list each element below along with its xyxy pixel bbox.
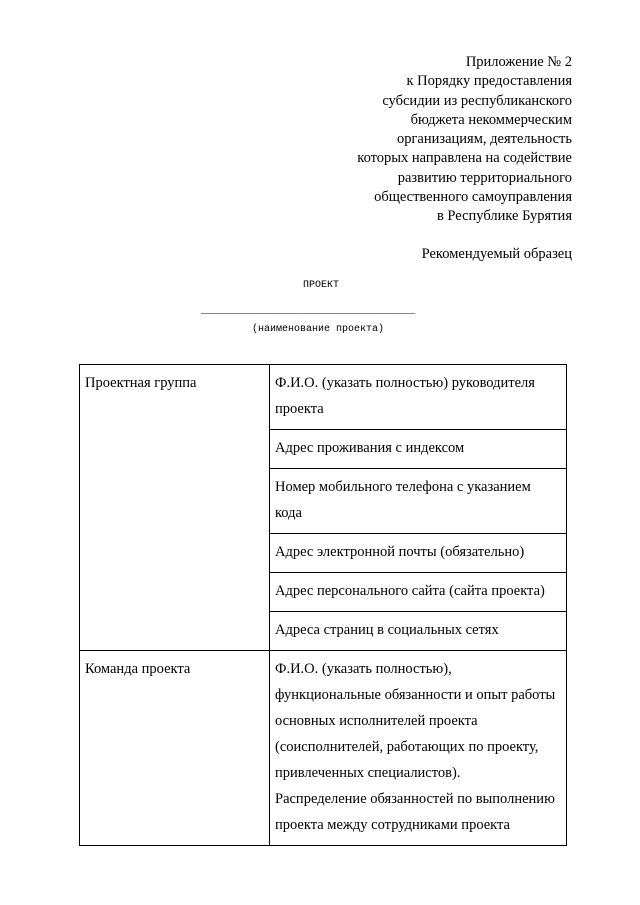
header-line: в Республике Бурятия (436, 208, 572, 225)
header-line: общественного самоуправления (374, 189, 572, 206)
header-line: Приложение № 2 (465, 54, 572, 70)
field-text: Адрес проживания с индексом (275, 440, 465, 456)
field-text: Номер мобильного телефона с указанием (275, 479, 531, 495)
project-name-underline: ____________________________________ (201, 306, 416, 317)
table-row (80, 365, 567, 430)
field-text: функциональные обязанности и опыт работы (275, 687, 556, 703)
field-text: Адрес электронной почты (обязательно) (275, 544, 525, 560)
field-text: кода (275, 505, 302, 521)
header-line: которых направлена на содействие (357, 150, 572, 167)
appendix-header (357, 53, 572, 227)
header-line: к Порядку предоставления (406, 73, 572, 90)
field-cell (270, 365, 567, 430)
section-label-cell (80, 651, 270, 846)
sample-label: Рекомендуемый образец (421, 246, 572, 262)
section-label: Команда проекта (85, 661, 191, 677)
header-line: организациям, деятельность (396, 131, 572, 148)
field-text: Адреса страниц в социальных сетях (275, 622, 499, 638)
field-text: Ф.И.О. (указать полностью) руководителя (275, 375, 535, 391)
field-text: проекта между сотрудниками проекта (275, 817, 510, 833)
field-text: (соисполнителей, работающих по проекту, (275, 739, 539, 755)
field-cell (270, 534, 567, 573)
header-line: бюджета некоммерческим (410, 111, 572, 128)
field-text: привлеченных специалистов). (275, 765, 461, 781)
field-cell (270, 651, 567, 846)
field-cell (270, 469, 567, 534)
header-line: субсидии из республиканского (382, 92, 572, 109)
field-text: Адрес персонального сайта (сайта проекта) (275, 583, 545, 599)
field-cell (270, 430, 567, 469)
field-cell (270, 612, 567, 651)
header-line: развитию территориального (397, 169, 572, 186)
section-label-cell (80, 365, 270, 651)
field-text: основных исполнителей проекта (275, 713, 478, 729)
field-text: проекта (275, 401, 324, 417)
field-text: Распределение обязанностей по выполнению (275, 791, 555, 807)
field-cell (270, 573, 567, 612)
field-text: Ф.И.О. (указать полностью), (275, 661, 452, 677)
section-label: Проектная группа (85, 375, 197, 391)
project-name-caption: (наименование проекта) (252, 324, 385, 335)
project-info-table (79, 364, 567, 846)
project-title-label: ПРОЕКТ (303, 280, 340, 291)
table-row (80, 651, 567, 846)
